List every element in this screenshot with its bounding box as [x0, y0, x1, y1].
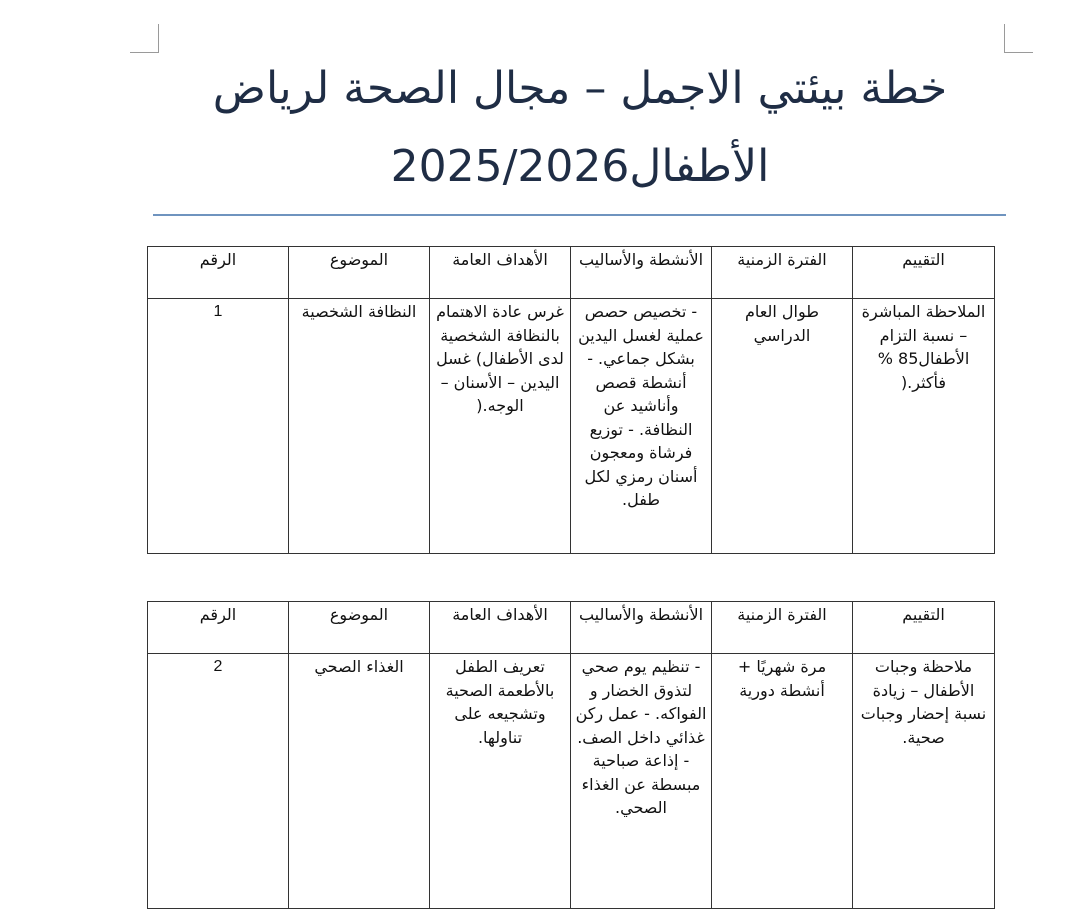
cell-topic: النظافة الشخصية [289, 299, 430, 554]
cell-goals: تعريف الطفل بالأطعمة الصحية وتشجيعه على تناولها. [430, 654, 571, 909]
cell-period: طوال العام الدراسي [712, 299, 853, 554]
plan-table-1 [147, 246, 995, 554]
header-number: الرقم [148, 602, 289, 654]
document-title [150, 50, 1010, 206]
header-evaluation: التقييم [853, 602, 995, 654]
header-period: الفترة الزمنية [712, 247, 853, 299]
cell-activities: - تخصيص حصص عملية لغسل اليدين بشكل جماعي. - أنشطة قصص وأناشيد عن النظافة. - توزيع فرشاة ومعجون أسنان رمزي لكل طفل. [571, 299, 712, 554]
header-topic: الموضوع [289, 602, 430, 654]
crop-mark-right [1004, 24, 1033, 53]
table-header-row [148, 247, 995, 299]
cell-period: مرة شهريًا + أنشطة دورية [712, 654, 853, 909]
title-line-2: الأطفال2025/2026 [390, 141, 770, 192]
title-underline [153, 214, 1006, 216]
header-number: الرقم [148, 247, 289, 299]
title-line-1: خطة بيئتي الاجمل – مجال الصحة لرياض [212, 63, 948, 114]
header-evaluation: التقييم [853, 247, 995, 299]
cell-topic: الغذاء الصحي [289, 654, 430, 909]
header-topic: الموضوع [289, 247, 430, 299]
cell-number: 1 [148, 299, 289, 554]
cell-evaluation: ملاحظة وجبات الأطفال – زيادة نسبة إحضار وجبات صحية. [853, 654, 995, 909]
cell-evaluation: الملاحظة المباشرة – نسبة التزام الأطفال85 % فأكثر.( [853, 299, 995, 554]
plan-table-2 [147, 601, 995, 909]
header-goals: الأهداف العامة [430, 247, 571, 299]
header-goals: الأهداف العامة [430, 602, 571, 654]
cell-number: 2 [148, 654, 289, 909]
crop-mark-left [130, 24, 159, 53]
cell-activities: - تنظيم يوم صحي لتذوق الخضار و الفواكه. - عمل ركن غذائي داخل الصف. - إذاعة صباحية مبسطة عن الغذاء الصحي. [571, 654, 712, 909]
cell-goals: غرس عادة الاهتمام بالنظافة الشخصية لدى الأطفال) غسل اليدين – الأسنان – الوجه.( [430, 299, 571, 554]
table-header-row [148, 602, 995, 654]
header-activities: الأنشطة والأساليب [571, 247, 712, 299]
table-row [148, 299, 995, 554]
header-period: الفترة الزمنية [712, 602, 853, 654]
table-row [148, 654, 995, 909]
header-activities: الأنشطة والأساليب [571, 602, 712, 654]
